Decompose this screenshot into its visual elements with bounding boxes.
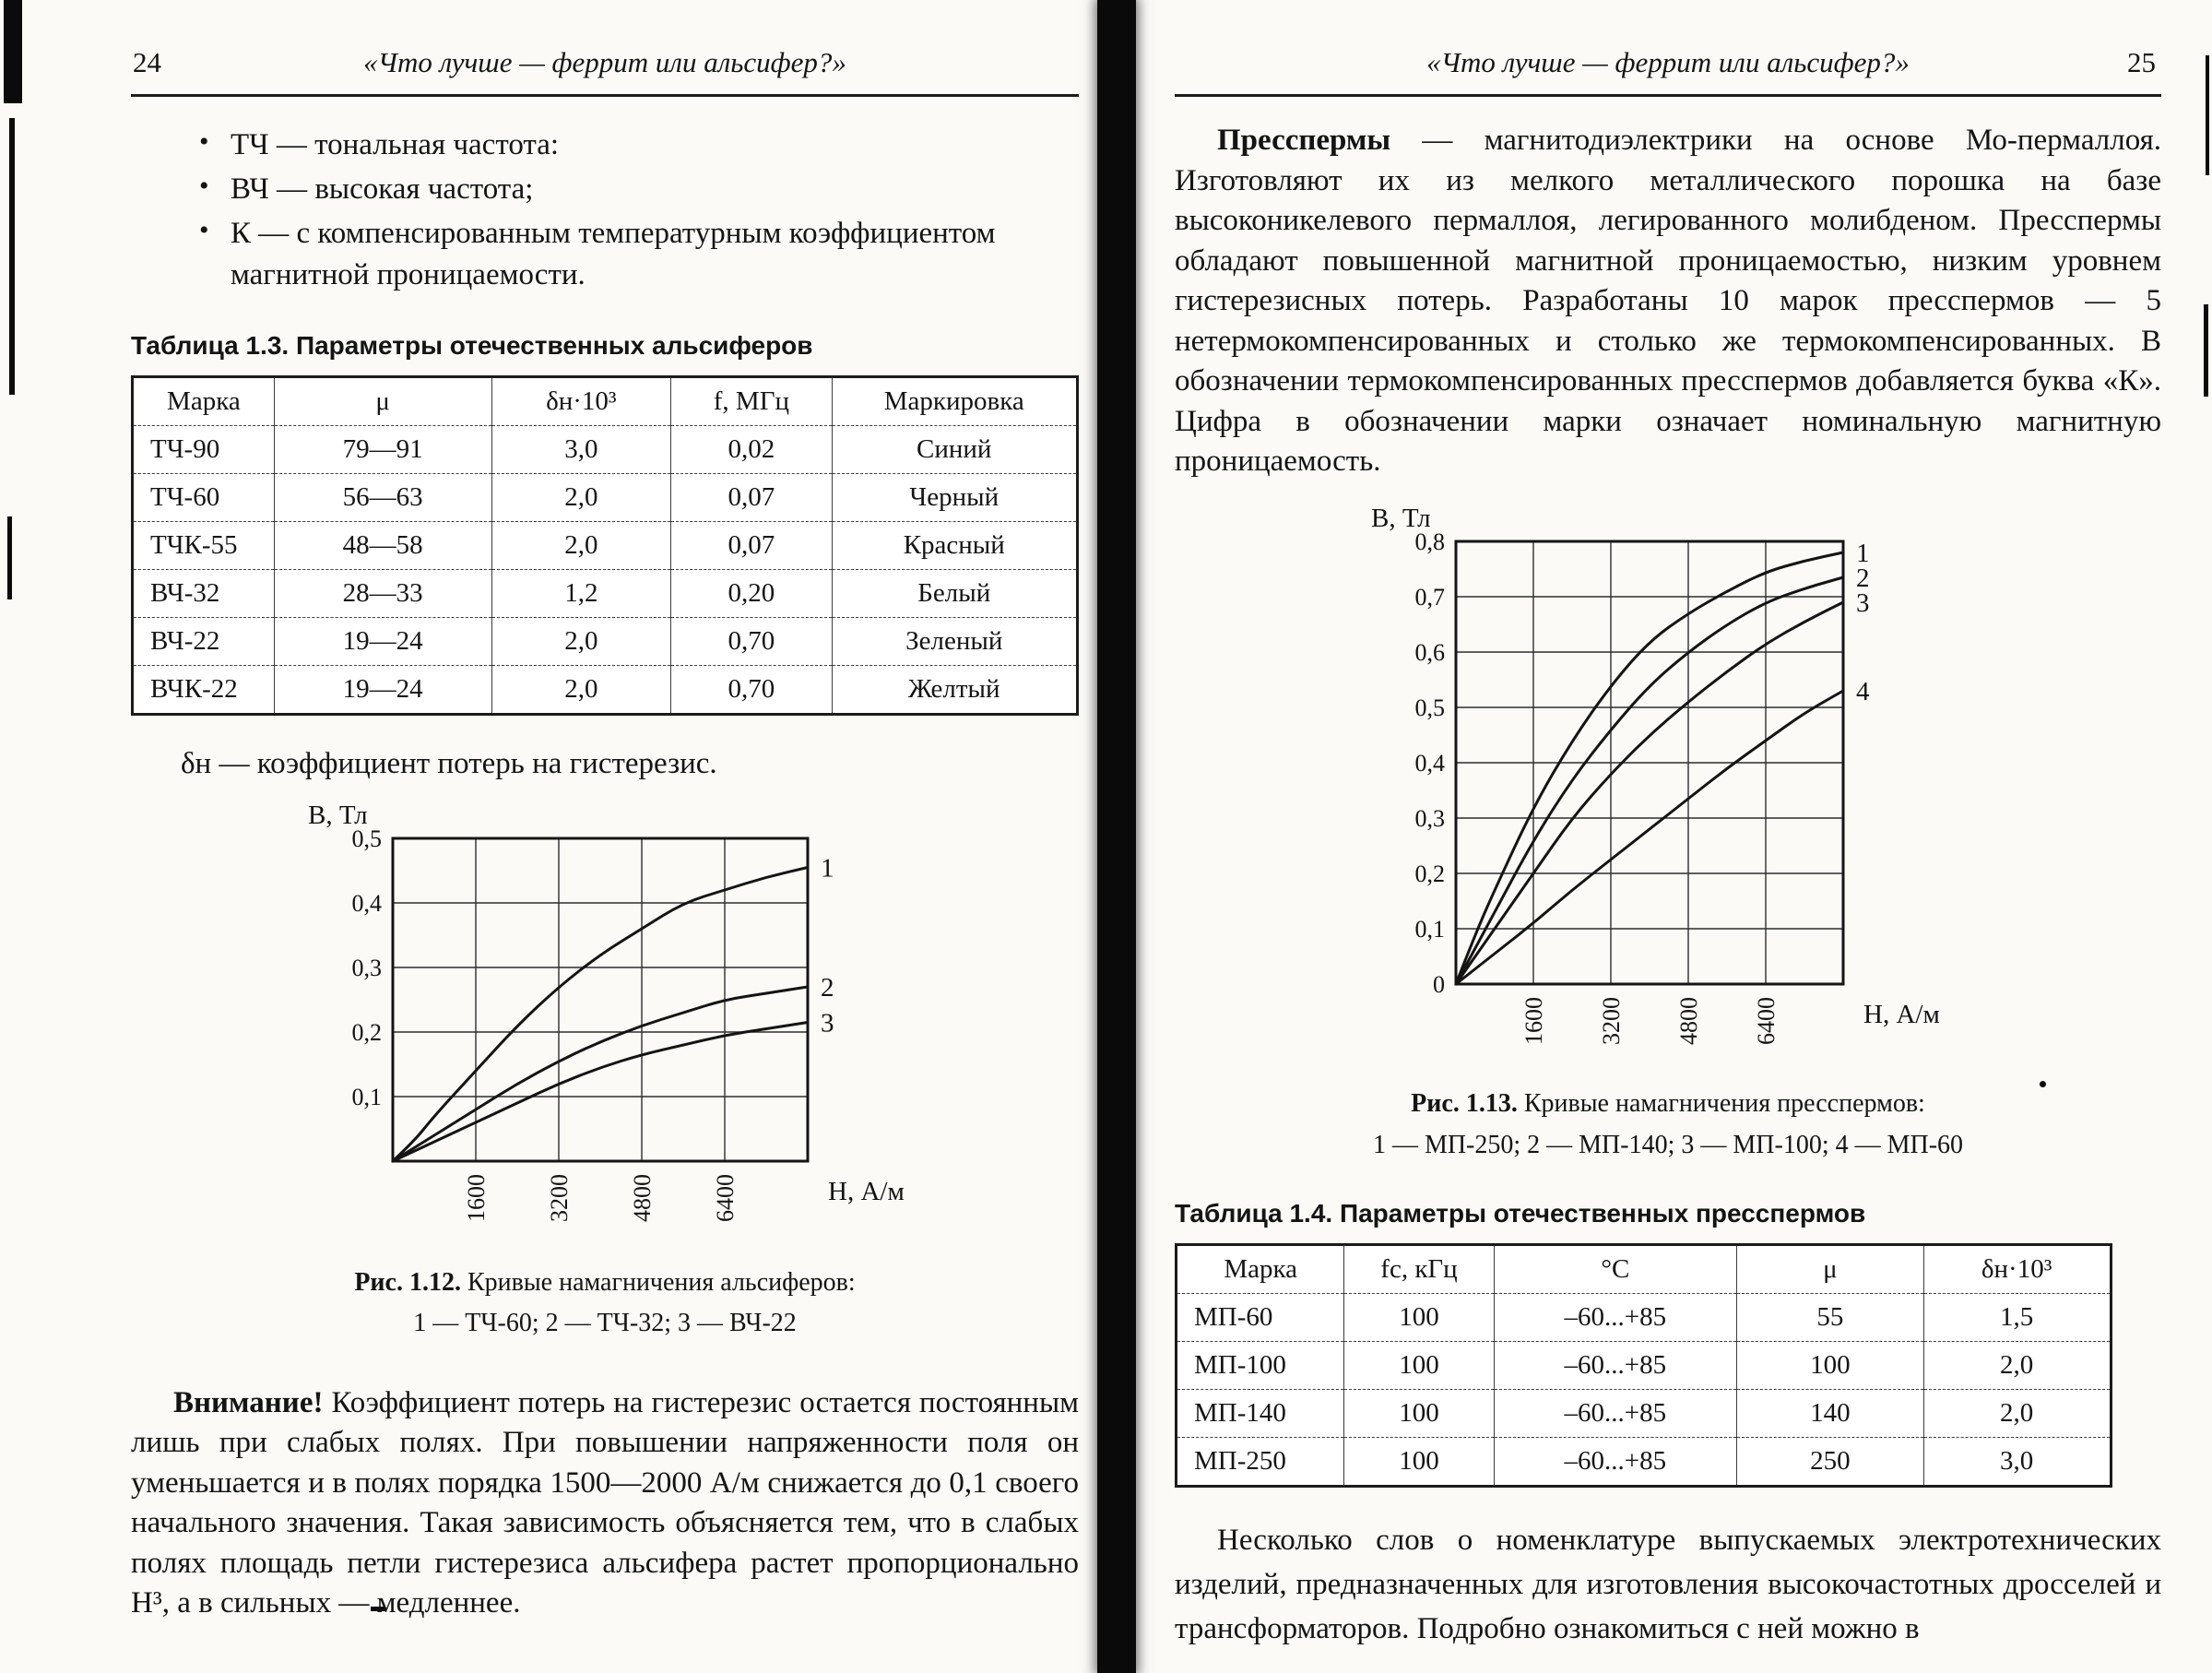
table-cell: 100 (1344, 1438, 1494, 1487)
y-tick-label: 0,5 (351, 825, 382, 852)
warning-paragraph (131, 1383, 1079, 1624)
table-cell: 100 (1344, 1342, 1494, 1390)
x-tick-label: 4800 (629, 1173, 656, 1222)
scan-artifact (4, 0, 22, 103)
scan-artifact (2204, 304, 2208, 397)
x-tick-label: 6400 (712, 1173, 739, 1222)
table-cell: Белый (832, 569, 1078, 617)
table-row (133, 521, 1078, 569)
list-item: • К — с компенсированным температурным коэффициентом магнитной проницаемости. (195, 213, 1044, 296)
table-cell: Черный (832, 473, 1078, 521)
y-axis-title: В, Тл (1371, 504, 1431, 533)
running-head-right (1175, 46, 2161, 97)
table-header-cell: δн·10³ (1923, 1245, 2111, 1294)
pressperm-paragraph (1175, 121, 2161, 482)
table-cell: 100 (1737, 1342, 1924, 1390)
table-cell: Желтый (832, 665, 1078, 714)
delta-note: δн — коэффициент потерь на гистерезис. (181, 746, 717, 780)
table-cell: 100 (1344, 1390, 1494, 1438)
page-24 (131, 46, 1079, 1624)
table-cell: 140 (1737, 1390, 1924, 1438)
magnetization-chart-alsifers (282, 803, 928, 1260)
plot-frame (1456, 541, 1843, 984)
table-cell: 0,70 (671, 665, 832, 714)
table-cell: –60...+85 (1494, 1294, 1737, 1342)
figure-title: Кривые намагничения альсиферов: (467, 1267, 856, 1297)
table-cell: МП-60 (1177, 1294, 1344, 1342)
x-axis-title: Н, А/м (828, 1176, 905, 1206)
table-cell: МП-140 (1177, 1390, 1344, 1438)
table-header-row (133, 376, 1078, 425)
x-axis-title: Н, А/м (1863, 999, 1940, 1029)
curve-number-label: 2 (821, 972, 834, 1003)
page-number: 24 (133, 46, 161, 78)
table-1-4 (1175, 1243, 2112, 1488)
table-row (133, 617, 1078, 665)
list-item: • ВЧ — высокая частота; (195, 169, 1044, 210)
table-header-cell: μ (1737, 1245, 1924, 1294)
table-cell: 55 (1737, 1294, 1924, 1342)
table-header-cell: f, МГц (671, 376, 832, 425)
table-row (1177, 1390, 2111, 1438)
scan-artifact (2206, 55, 2209, 175)
x-tick-label: 1600 (1520, 996, 1547, 1045)
table-row (1177, 1342, 2111, 1390)
table-header-cell: μ (274, 376, 491, 425)
table-cell: 100 (1344, 1294, 1494, 1342)
table-cell: ВЧ-22 (133, 617, 275, 665)
y-tick-label: 0,2 (1414, 860, 1445, 887)
y-tick-label: 0 (1433, 970, 1445, 998)
closing-paragraph: Несколько слов о номенклатуре выпускаемых электротехнических изделий, предназначенных для изготовления высокочастотных дросселей и трансформаторов. Подробно ознакомиться с ней можно в (1175, 1524, 2161, 1645)
y-tick-label: 0,8 (1414, 528, 1445, 555)
y-axis-title: В, Тл (308, 802, 368, 830)
table-cell: 28—33 (274, 569, 491, 617)
x-tick-label: 3200 (1598, 996, 1625, 1045)
y-tick-label: 0,6 (1414, 638, 1445, 666)
table-1-3 (131, 375, 1079, 716)
scan-artifact (9, 118, 15, 395)
curve-number-label: 1 (1856, 538, 1870, 568)
table-cell: ВЧ-32 (133, 569, 275, 617)
book-gutter-shadow (1097, 0, 1136, 1673)
figure-1-13-legend: 1 — МП-250; 2 — МП-140; 3 — МП-100; 4 — МП-60 (1372, 1130, 1964, 1159)
table-row (133, 473, 1078, 521)
y-tick-label: 0,1 (1414, 915, 1445, 943)
table-cell: 1,2 (491, 569, 671, 617)
table-row (1177, 1294, 2111, 1342)
table-1-3-caption: Таблица 1.3. Параметры отечественных альсиферов (131, 330, 813, 360)
table-row (133, 425, 1078, 473)
table-cell: –60...+85 (1494, 1342, 1737, 1390)
table-cell: 19—24 (274, 665, 491, 714)
table-cell: 56—63 (274, 473, 491, 521)
curve-number-label: 2 (1856, 563, 1870, 593)
table-cell: Красный (832, 521, 1078, 569)
table-cell: 0,70 (671, 617, 832, 665)
plot-frame (393, 838, 808, 1161)
table-cell: 2,0 (491, 617, 671, 665)
figure-label: Рис. 1.12. (354, 1267, 461, 1297)
y-tick-label: 0,5 (1414, 694, 1445, 721)
table-cell: МП-250 (1177, 1438, 1344, 1487)
table-cell: Синий (832, 425, 1078, 473)
magnetization-chart-presperms (1345, 504, 1991, 1081)
table-cell: 2,0 (491, 473, 671, 521)
running-head-left (131, 46, 1079, 97)
x-tick-label: 4800 (1675, 996, 1702, 1045)
running-title: «Что лучше — феррит или альсифер?» (1426, 46, 1910, 78)
table-cell: 48—58 (274, 521, 491, 569)
table-cell: 0,20 (671, 569, 832, 617)
definitions-list (195, 125, 1044, 296)
y-tick-label: 0,4 (1414, 749, 1445, 777)
table-cell: 2,0 (1923, 1390, 2111, 1438)
figure-1-12-legend: 1 — ТЧ-60; 2 — ТЧ-32; 3 — ВЧ-22 (413, 1309, 797, 1338)
table-cell: 0,07 (671, 473, 832, 521)
y-tick-label: 0,2 (351, 1018, 382, 1046)
y-tick-label: 0,4 (351, 889, 382, 917)
table-cell: 3,0 (1923, 1438, 2111, 1487)
figure-title: Кривые намагничения пресспермов: (1523, 1088, 1925, 1118)
table-header-cell: fс, кГц (1344, 1245, 1494, 1294)
page-25 (1175, 46, 2161, 1652)
table-cell: ТЧ-60 (133, 473, 275, 521)
y-tick-label: 0,3 (1414, 804, 1445, 832)
table-cell: 250 (1737, 1438, 1924, 1487)
table-cell: –60...+85 (1494, 1390, 1737, 1438)
table-header-cell: δн·10³ (491, 376, 671, 425)
warning-lead: Внимание! (173, 1385, 324, 1419)
table-cell: 2,0 (491, 521, 671, 569)
figure-1-13 (1175, 504, 2161, 1164)
curve-number-label: 1 (821, 853, 834, 883)
table-header-cell: Марка (133, 376, 275, 425)
figure-1-13-caption (1175, 1086, 2161, 1123)
running-title: «Что лучше — феррит или альсифер?» (363, 46, 846, 78)
warning-text: Коэффициент потерь на гистерезис остается постоянным лишь при слабых полях. При повышении напряженности поля он уменьшается и в полях порядка 1500—2000 А/м снижается до 0,1 своего начального значения. Такая зависимость объясняется тем, что в слабых полях площадь петли гистерезиса альсифера растет пропорционально Н³, а в сильных — медленнее. (131, 1385, 1079, 1620)
list-item: • ТЧ — тональная частота: (195, 125, 1044, 166)
y-tick-label: 0,1 (351, 1083, 382, 1110)
table-cell: 0,07 (671, 521, 832, 569)
table-row (1177, 1438, 2111, 1487)
table-cell: 2,0 (1923, 1342, 2111, 1390)
table-cell: 79—91 (274, 425, 491, 473)
table-cell: 0,02 (671, 425, 832, 473)
page-number: 25 (2127, 46, 2156, 78)
table-row (133, 665, 1078, 714)
x-tick-label: 1600 (463, 1173, 490, 1222)
table-cell: ТЧ-90 (133, 425, 275, 473)
y-tick-label: 0,7 (1414, 583, 1445, 611)
curve-number-label: 3 (821, 1008, 834, 1038)
table-header-cell: Марка (1177, 1245, 1344, 1294)
table-row (133, 569, 1078, 617)
table-cell: 1,5 (1923, 1294, 2111, 1342)
x-tick-label: 6400 (1753, 996, 1780, 1045)
table-header-row (1177, 1245, 2111, 1294)
scan-artifact (7, 516, 12, 599)
table-cell: ТЧК-55 (133, 521, 275, 569)
table-header-cell: °С (1494, 1245, 1737, 1294)
table-cell: 19—24 (274, 617, 491, 665)
figure-1-12 (131, 803, 1079, 1343)
table-cell: МП-100 (1177, 1342, 1344, 1390)
table-cell: ВЧК-22 (133, 665, 275, 714)
y-tick-label: 0,3 (351, 954, 382, 981)
figure-1-12-caption (131, 1264, 1079, 1302)
x-tick-label: 3200 (546, 1173, 573, 1222)
pressperm-lead: Пресспермы (1217, 124, 1391, 157)
table-1-4-caption: Таблица 1.4. Параметры отечественных пресспермов (1175, 1199, 1866, 1228)
curve-number-label: 4 (1856, 676, 1870, 706)
curve-number-label: 3 (1856, 587, 1870, 618)
table-cell: –60...+85 (1494, 1438, 1737, 1487)
table-header-cell: Маркировка (832, 376, 1078, 425)
table-cell: 2,0 (491, 665, 671, 714)
table-cell: Зеленый (832, 617, 1078, 665)
table-cell: 3,0 (491, 425, 671, 473)
pressperm-text: — магнитодиэлектрики на основе Мо-пермаллоя. Изготовляют их из мелкого металлического порошка на базе высоконикелевого пермаллоя, легированного молибденом. Пресспермы обладают повышенной магнитной проницаемостью, низким уровнем гистерезисных потерь. Разработаны 10 марок пресспермов — 5 нетермокомпенсированных и столько же термокомпенсированных. В обозначении термокомпенсированных пресспермов добавляется буква «К». Цифра в обозначении марки означает номинальную магнитную проницаемость. (1175, 124, 2161, 479)
figure-label: Рис. 1.13. (1411, 1088, 1518, 1118)
